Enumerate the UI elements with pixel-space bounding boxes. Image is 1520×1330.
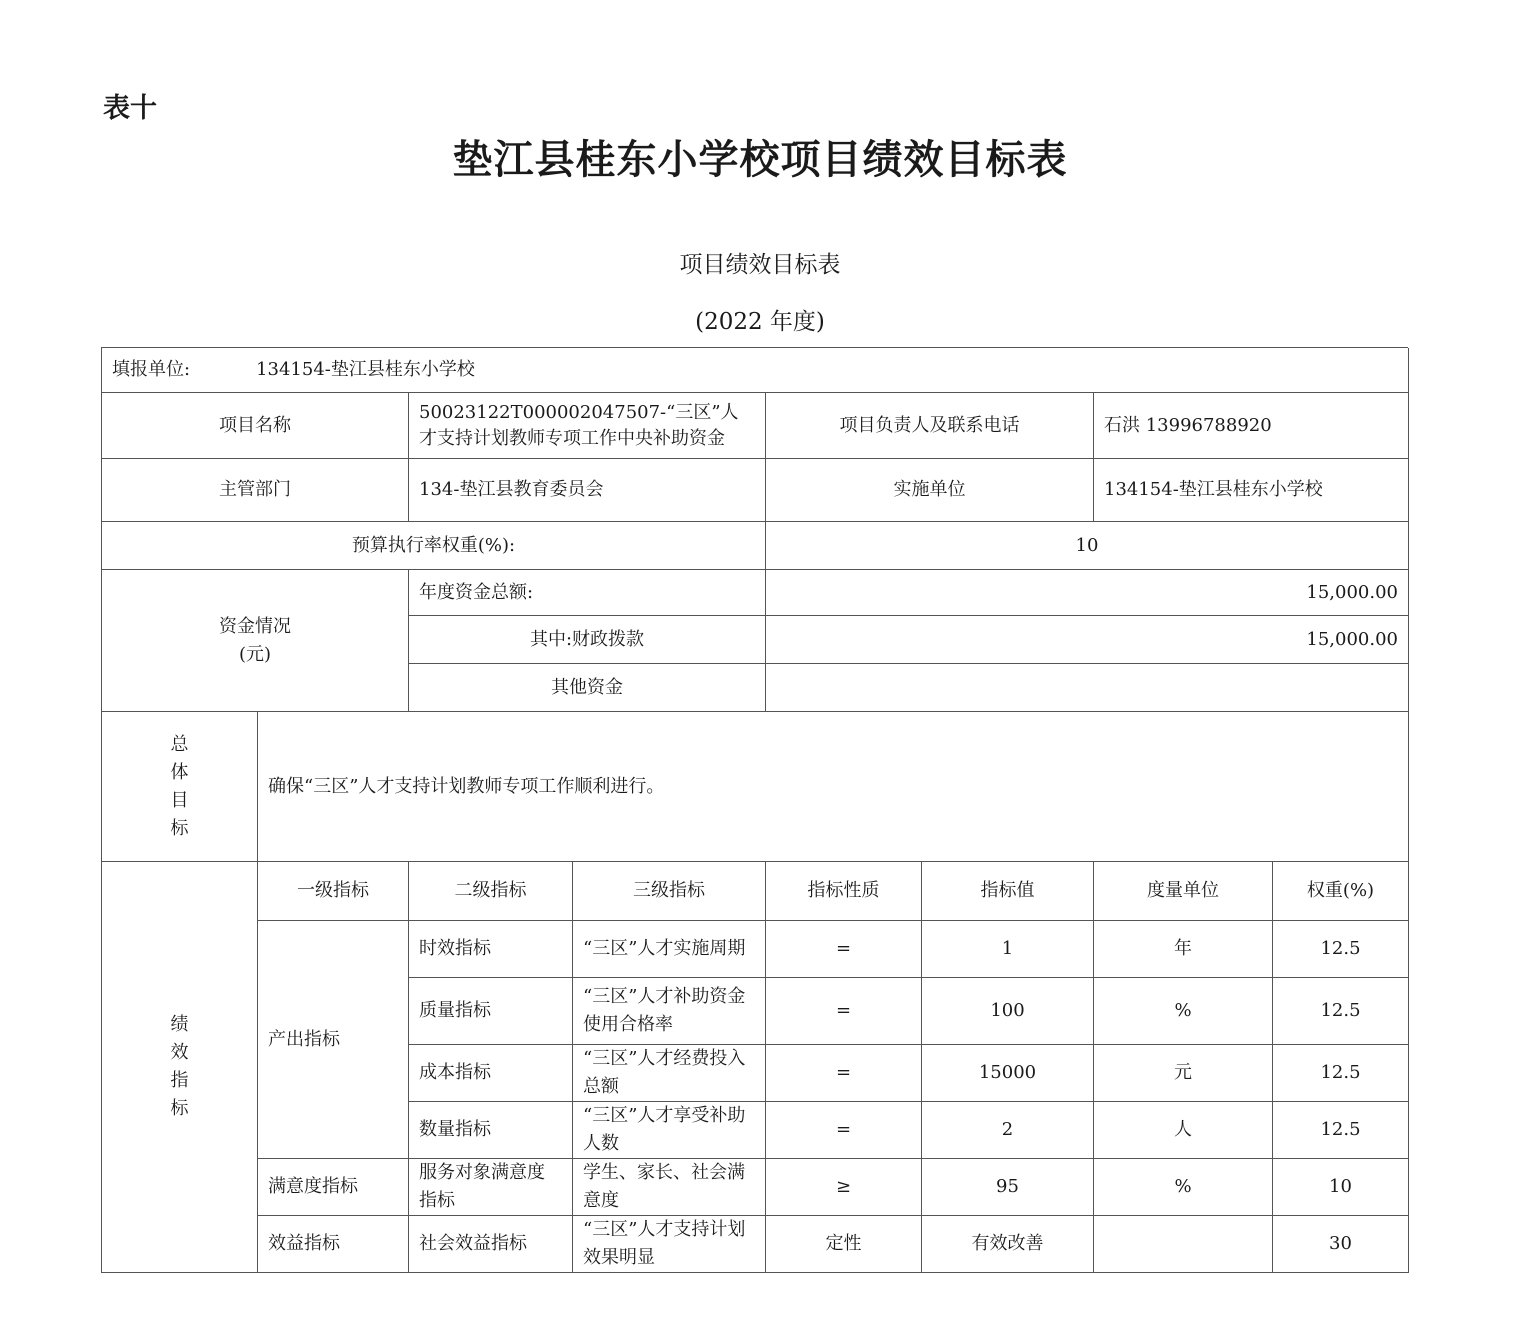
reporting-unit-label: 填报单位: bbox=[112, 359, 191, 380]
indicators-label-char: 指 bbox=[170, 1070, 189, 1091]
col-header-nature: 指标性质 bbox=[766, 862, 922, 921]
table-row-l2: 质量指标 bbox=[409, 978, 573, 1045]
indicators-label-char: 标 bbox=[170, 1098, 189, 1119]
table-row-weight: 30 bbox=[1273, 1216, 1409, 1273]
indicators-label-char: 效 bbox=[170, 1042, 189, 1063]
performance-target-table bbox=[101, 347, 1408, 1273]
dept-value: 134-垫江县教育委员会 bbox=[409, 459, 766, 522]
table-row-l3: “三区”人才实施周期 bbox=[573, 921, 766, 978]
goal-text: 确保“三区”人才支持计划教师专项工作顺利进行。 bbox=[258, 712, 1409, 862]
funds-fiscal-value: 15,000.00 bbox=[766, 616, 1409, 664]
table-row-l3: “三区”人才补助资金使用合格率 bbox=[573, 978, 766, 1045]
table-row-nature: = bbox=[766, 978, 922, 1045]
table-row-l2: 数量指标 bbox=[409, 1102, 573, 1159]
goal-label bbox=[102, 712, 258, 862]
table-row-nature: = bbox=[766, 921, 922, 978]
form-year: (2022 年度) bbox=[695, 309, 825, 335]
table-row-unit: 元 bbox=[1094, 1045, 1273, 1102]
table-row-weight: 12.5 bbox=[1273, 1045, 1409, 1102]
table-row-l2: 社会效益指标 bbox=[409, 1216, 573, 1273]
funds-total-label: 年度资金总额: bbox=[409, 570, 766, 616]
table-row-unit: 人 bbox=[1094, 1102, 1273, 1159]
level1-benefit: 效益指标 bbox=[258, 1216, 409, 1273]
table-row-l3: 学生、家长、社会满意度 bbox=[573, 1159, 766, 1216]
table-row-value: 95 bbox=[922, 1159, 1094, 1216]
table-row-l3: “三区”人才经费投入总额 bbox=[573, 1045, 766, 1102]
table-row-value: 有效改善 bbox=[922, 1216, 1094, 1273]
col-header-level2: 二级指标 bbox=[409, 862, 573, 921]
page-title: 垫江县桂东小学校项目绩效目标表 bbox=[452, 136, 1068, 183]
table-row-l2: 成本指标 bbox=[409, 1045, 573, 1102]
table-number: 表十 bbox=[103, 93, 157, 124]
table-row-value: 1 bbox=[922, 921, 1094, 978]
indicators-label-char: 绩 bbox=[170, 1014, 189, 1035]
form-subtitle: 项目绩效目标表 bbox=[679, 252, 841, 278]
table-row-unit: % bbox=[1094, 1159, 1273, 1216]
table-row-weight: 10 bbox=[1273, 1159, 1409, 1216]
goal-label-char: 总 bbox=[170, 733, 189, 755]
col-header-value: 指标值 bbox=[922, 862, 1094, 921]
project-name-value: 50023122T000002047507-“三区”人才支持计划教师专项工作中央补助资金 bbox=[409, 393, 766, 459]
table-row-nature: = bbox=[766, 1102, 922, 1159]
indicators-label bbox=[102, 862, 258, 1273]
goal-label-char: 体 bbox=[170, 761, 189, 783]
table-row-unit: % bbox=[1094, 978, 1273, 1045]
level1-satisfaction: 满意度指标 bbox=[258, 1159, 409, 1216]
dept-label: 主管部门 bbox=[102, 459, 409, 522]
table-row-value: 100 bbox=[922, 978, 1094, 1045]
project-lead-label: 项目负责人及联系电话 bbox=[766, 393, 1094, 459]
table-row-value: 2 bbox=[922, 1102, 1094, 1159]
funds-label-line1: 资金情况 bbox=[219, 615, 291, 637]
table-row-weight: 12.5 bbox=[1273, 921, 1409, 978]
funds-fiscal-label: 其中:财政拨款 bbox=[409, 616, 766, 664]
funds-other-value bbox=[766, 664, 1409, 712]
table-row-l3: “三区”人才支持计划效果明显 bbox=[573, 1216, 766, 1273]
funds-total-value: 15,000.00 bbox=[766, 570, 1409, 616]
table-row-nature: = bbox=[766, 1045, 922, 1102]
funds-label-line2: (元) bbox=[238, 643, 272, 665]
project-lead-value: 石洪 13996788920 bbox=[1094, 393, 1409, 459]
budget-weight-label: 预算执行率权重(%): bbox=[102, 522, 766, 570]
funds-other-label: 其他资金 bbox=[409, 664, 766, 712]
col-header-level1: 一级指标 bbox=[258, 862, 409, 921]
impl-unit-label: 实施单位 bbox=[766, 459, 1094, 522]
table-row-weight: 12.5 bbox=[1273, 978, 1409, 1045]
table-row-weight: 12.5 bbox=[1273, 1102, 1409, 1159]
impl-unit-value: 134154-垫江县桂东小学校 bbox=[1094, 459, 1409, 522]
goal-label-char: 目 bbox=[170, 789, 189, 811]
table-row-nature: 定性 bbox=[766, 1216, 922, 1273]
project-name-label: 项目名称 bbox=[102, 393, 409, 459]
reporting-unit-value: 134154-垫江县桂东小学校 bbox=[256, 359, 475, 380]
col-header-unit: 度量单位 bbox=[1094, 862, 1273, 921]
table-row-unit: 年 bbox=[1094, 921, 1273, 978]
reporting-unit-row bbox=[102, 348, 1409, 393]
table-row-l2: 服务对象满意度指标 bbox=[409, 1159, 573, 1216]
table-row-l3: “三区”人才享受补助人数 bbox=[573, 1102, 766, 1159]
col-header-level3: 三级指标 bbox=[573, 862, 766, 921]
level1-output: 产出指标 bbox=[258, 921, 409, 1159]
goal-label-char: 标 bbox=[170, 817, 189, 839]
funds-label bbox=[102, 570, 409, 712]
table-row-unit bbox=[1094, 1216, 1273, 1273]
budget-weight-value: 10 bbox=[766, 522, 1409, 570]
table-row-l2: 时效指标 bbox=[409, 921, 573, 978]
table-row-value: 15000 bbox=[922, 1045, 1094, 1102]
col-header-weight: 权重(%) bbox=[1273, 862, 1409, 921]
table-row-nature: ≥ bbox=[766, 1159, 922, 1216]
